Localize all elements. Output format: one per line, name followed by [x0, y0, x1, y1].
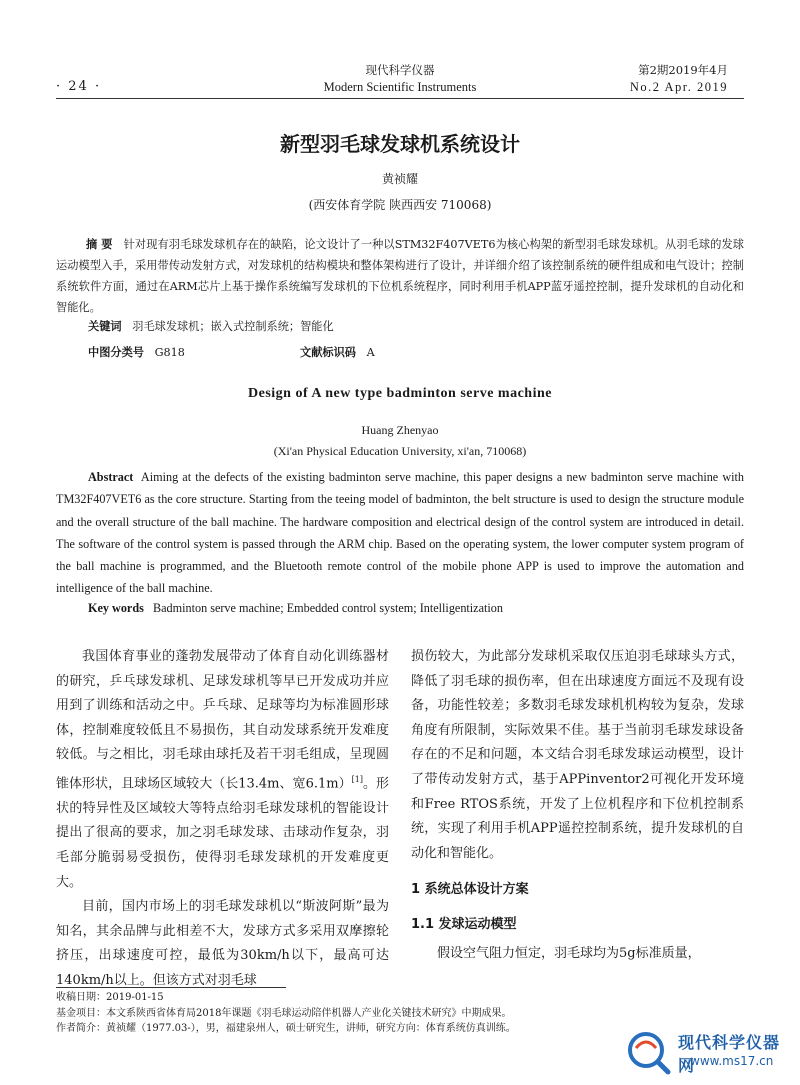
abstract-en-label: Abstract — [88, 470, 134, 484]
keywords-cn-text: 羽毛球发球机；嵌入式控制系统；智能化 — [132, 320, 334, 333]
abstract-en-text: Aiming at the defects of the existing badminton serve machine, this paper designs a new badminton serve machine with TM32F407VET6 as the core structure. Starting from the teeing model of badminton, the belt structure is used to design the structure module and the overall structure of the ball machine. The hardware composition and electrical design of the control system are introduced in detail. The software of the control system is passed through the ARM chip. Based on the operating system, the lower computer system program of the ball machine is programmed, and the Bluetooth remote control of the mobile phone APP is used to improve the automation and intelligence of the ball machine. — [56, 470, 745, 596]
body-paragraph — [56, 645, 389, 895]
paper-title-en: Design of A new type badminton serve machine — [248, 386, 552, 401]
author-cn: 黄祯耀 — [381, 172, 418, 186]
classification-value: G818 — [154, 346, 185, 359]
keywords-cn — [88, 318, 334, 334]
footnotes — [56, 990, 516, 1037]
issue-en: No.2 Apr. 2019 — [629, 80, 728, 94]
affiliation-en: (Xi'an Physical Education University, xi'an, 710068) — [273, 444, 527, 458]
journal-name-cn: 现代科学仪器 — [365, 63, 435, 77]
body-left-column — [56, 645, 389, 994]
classification — [88, 344, 185, 360]
watermark-name: 现代科学仪器网 — [678, 1033, 781, 1075]
keywords-en-text: Badminton serve machine; Embedded control system; Intelligentization — [153, 601, 503, 615]
body-text: 。形状的特异性及区域较大等特点给羽毛球发球机的智能设计提出了很高的要求，加之羽毛球发球、击球动作复杂，羽毛部分脆弱易受损伤，使得羽毛球发球机的开发难度更大。 — [56, 776, 389, 890]
keywords-cn-label: 关键词 — [88, 320, 122, 333]
page-number: · 24 · — [56, 79, 102, 94]
header-rule — [56, 98, 744, 99]
watermark-logo — [622, 1026, 792, 1078]
body-paragraph: 损伤较大，为此部分发球机采取仅压迫羽毛球球头方式，降低了羽毛球的损伤率，但在出球速度方面远不及现有设备，功能性较差；多数羽毛球发球机机构较为复杂，发球角度有所限制，实际效果不佳。基于当前羽毛球发球设备存在的不足和问题，本文结合羽毛球发球运动模型，设计了带传动发射方式，基于APPinventor2可视化开发环境和Free RTOS系统，开发了上位机程序和下位机控制系统，实现了利用手机APP遥控控制系统，提升发球机的自动化和智能化。 — [411, 649, 744, 861]
received-date: 收稿日期：2019-01-15 — [56, 992, 164, 1003]
paper-title-cn: 新型羽毛球发球机系统设计 — [280, 132, 520, 156]
keywords-en-label: Key words — [88, 601, 144, 615]
abstract-cn — [56, 234, 744, 318]
doc-code — [300, 344, 375, 360]
issue-info — [630, 62, 728, 96]
section-heading-1: 1 系统总体设计方案 — [411, 882, 529, 898]
classification-label: 中图分类号 — [88, 346, 144, 359]
footnote-rule — [56, 987, 286, 988]
body-text: 我国体育事业的蓬勃发展带动了体育自动化训练器材的研究，乒乓球发球机、足球发球机等早已开发成功并应用到了训练和活动之中。乒乓球、足球等均为标准圆形球体，控制难度较低且不易损伤，其自动发球系统开发难度较低。与之相比，羽毛球由球托及若干羽毛组成，呈现圆锥体形状，且球场区域较大（长13.4m、宽6.1m） — [56, 649, 389, 792]
issue-cn: 第2期2019年4月 — [638, 63, 728, 77]
citation-ref: [1] — [351, 774, 363, 784]
keywords-en — [88, 601, 503, 616]
journal-name-en: Modern Scientific Instruments — [323, 80, 477, 94]
author-bio: 作者简介：黄祯耀（1977.03-），男，福建泉州人，硕士研究生，讲师，研究方向：体育系统仿真训练。 — [56, 1023, 516, 1034]
abstract-cn-text: 针对现有羽毛球发球机存在的缺陷，论文设计了一种以STM32F407VET6为核心构架的新型羽毛球发球机。从羽毛球的发球运动模型入手，采用带传动发射方式，对发球机的结构模块和整体架构进行了设计，并详细介绍了该控制系统的硬件组成和电气设计；控制系统软件方面，通过在ARM芯片上基于操作系统编写发球机的下位机系统程序，同时利用手机APP蓝牙遥控控制，提升发球机的自动化和智能化。 — [56, 238, 744, 314]
body-paragraph: 假设空气阻力恒定，羽毛球均为5g标准质量， — [437, 945, 701, 961]
fund-info: 基金项目：本文系陕西省体育局2018年课题《羽毛球运动陪伴机器人产业化关键技术研究》中期成果。 — [56, 1007, 512, 1019]
magnifier-icon — [622, 1026, 674, 1078]
body-paragraph: 目前，国内市场上的羽毛球发球机以“斯波阿斯”最为知名，其余品牌与此相差不大，发球方式多采用双摩擦轮挤压，出球速度可控，最低为30km/h以下，最高可达140km/h以上。但该方式对羽毛球 — [56, 899, 389, 989]
doc-code-label: 文献标识码 — [300, 346, 356, 359]
journal-name — [250, 62, 550, 96]
doc-code-value: A — [366, 346, 375, 359]
abstract-cn-label: 摘 要 — [86, 238, 113, 251]
author-en: Huang Zhenyao — [361, 423, 439, 437]
watermark-url: www.ms17.cn — [690, 1054, 774, 1068]
abstract-en — [56, 466, 744, 600]
section-heading-1-1: 1.1 发球运动模型 — [411, 916, 517, 932]
body-right-column — [411, 645, 744, 966]
affiliation-cn: (西安体育学院 陕西西安 710068) — [308, 198, 492, 212]
